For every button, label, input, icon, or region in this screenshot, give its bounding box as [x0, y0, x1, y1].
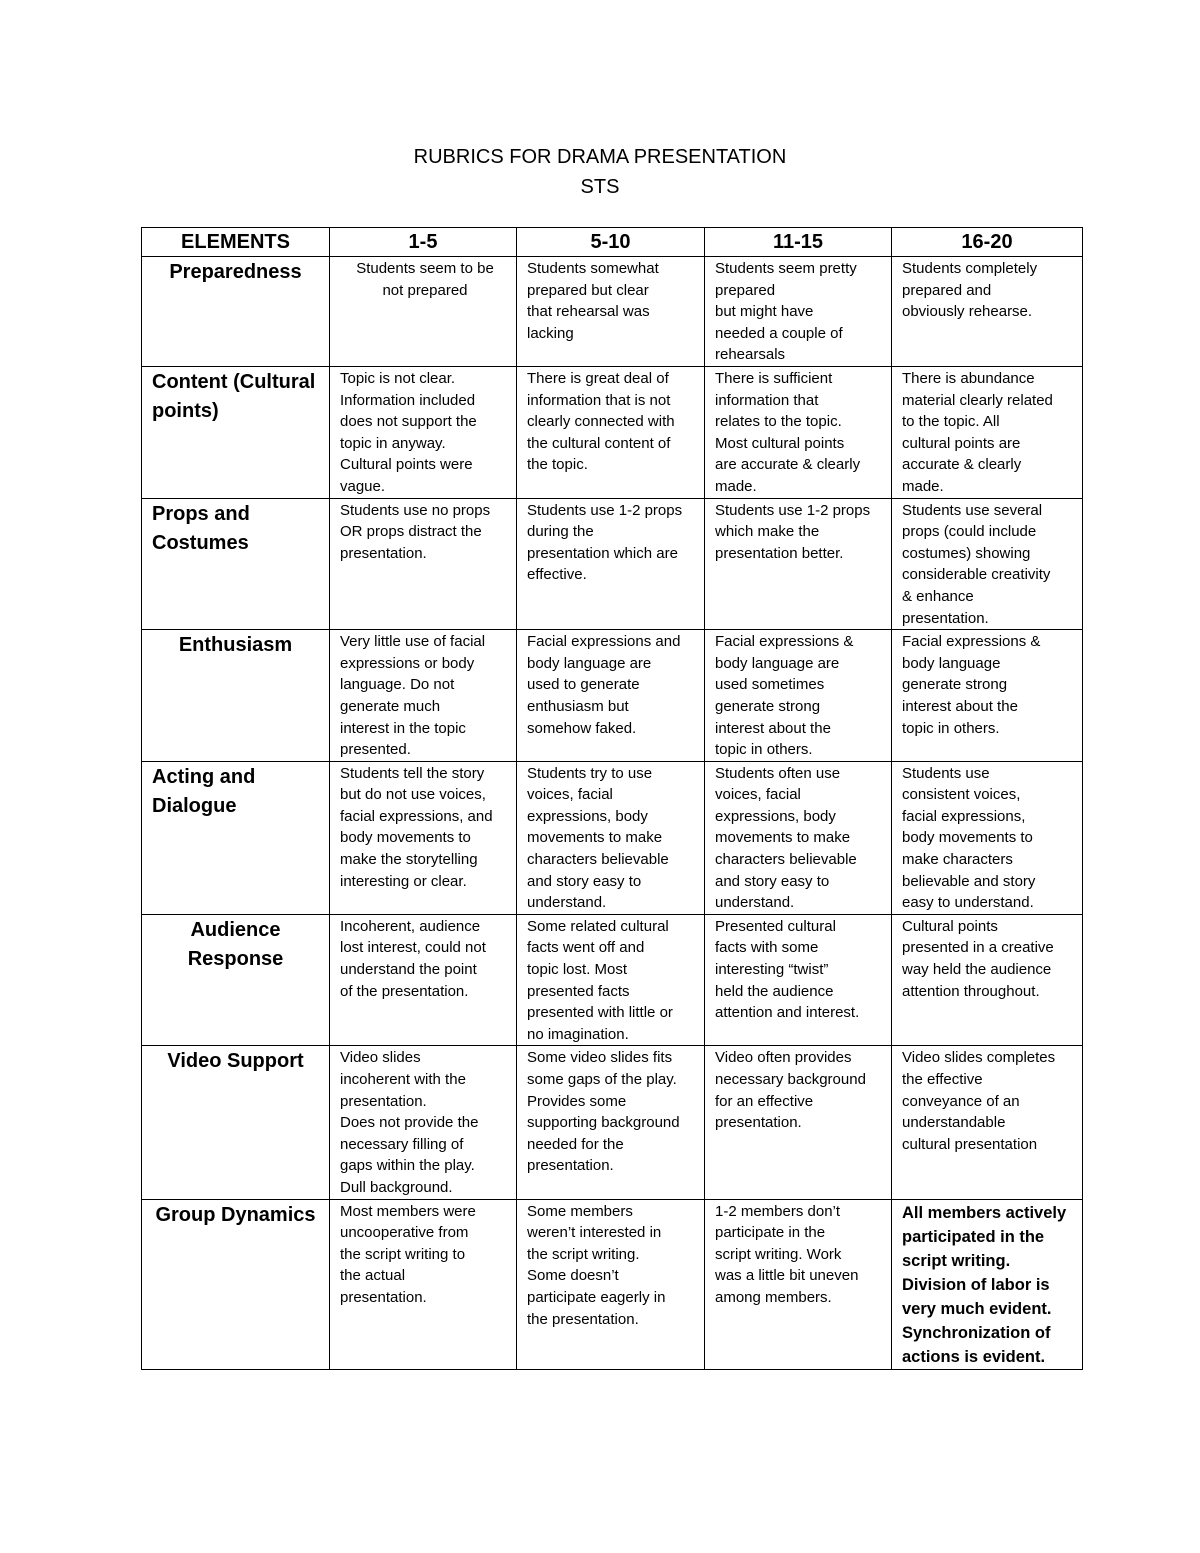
text-line: held the audience	[715, 982, 834, 1000]
text-line: voices, facial	[715, 786, 801, 804]
text-line: presentation better.	[715, 544, 844, 562]
text-line: presentation.	[527, 1157, 614, 1175]
criterion-cell	[892, 914, 1083, 1046]
text-line: material clearly related	[902, 391, 1053, 409]
text-line: facial expressions, and	[340, 807, 493, 825]
text-line: but do not use voices,	[340, 786, 486, 804]
text-line: OR props distract the	[340, 523, 482, 541]
text-line: lost interest, could not	[340, 939, 486, 957]
text-line: There is sufficient	[715, 370, 833, 387]
criterion-cell	[892, 1199, 1083, 1369]
text-line: not prepared	[382, 281, 468, 299]
text-line: Facial expressions &	[715, 633, 854, 651]
text-line: Students use	[902, 764, 990, 782]
text-line: very much evident.	[902, 1299, 1052, 1318]
document-subtitle: STS	[580, 176, 620, 198]
text-line: which make the	[715, 523, 820, 541]
text-line: was a little bit uneven	[715, 1267, 859, 1285]
text-line: interesting or clear.	[340, 872, 467, 890]
rubric-row-content	[142, 367, 1083, 499]
criterion-cell	[705, 1199, 892, 1369]
header-score-16-20: 16-20	[892, 228, 1083, 257]
text-line: topic in others.	[902, 719, 1000, 737]
text-line: expressions or body	[340, 654, 475, 672]
text-line: body language are	[715, 654, 840, 672]
text-line: made.	[715, 477, 757, 495]
criterion-cell	[517, 1046, 705, 1199]
criterion-cell	[517, 367, 705, 499]
element-name	[142, 761, 330, 914]
text-line: Most members were	[340, 1202, 476, 1220]
text-line: Very little use of facial	[340, 633, 486, 651]
text-line: Students use 1-2 props	[527, 501, 683, 519]
text-line: presentation.	[715, 1114, 802, 1132]
element-line: Acting and	[152, 765, 256, 788]
text-line: some gaps of the play.	[527, 1071, 677, 1088]
text-line: presentation.	[340, 1092, 427, 1110]
text-line: There is abundance	[902, 370, 1035, 387]
text-line: uncooperative from	[340, 1224, 469, 1242]
text-line: for an effective	[715, 1092, 814, 1110]
element-line: Content (Cultural	[152, 371, 316, 393]
text-line: and story easy to	[527, 872, 642, 890]
element-line: Group Dynamics	[155, 1203, 316, 1226]
text-line: Students use no props	[340, 501, 491, 519]
text-line: body language are	[527, 654, 652, 672]
text-line: facts went off and	[527, 939, 645, 957]
element-name	[142, 257, 330, 367]
element-line: points)	[152, 400, 219, 422]
text-line: no imagination.	[527, 1025, 629, 1043]
text-line: movements to make	[715, 829, 851, 847]
text-line: the script writing.	[527, 1245, 640, 1263]
text-line: Students try to use	[527, 764, 653, 782]
rubric-row-preparedness	[142, 257, 1083, 367]
text-line: prepared	[715, 281, 776, 299]
text-line: presentation.	[902, 609, 989, 627]
text-line: necessary filling of	[340, 1135, 464, 1153]
text-line: interest in the topic	[340, 719, 466, 737]
header-score-1-5: 1-5	[330, 228, 517, 257]
header-score-11-15: 11-15	[705, 228, 892, 257]
text-line: Video slides completes	[902, 1049, 1056, 1067]
criterion-cell	[892, 1046, 1083, 1199]
text-line: Students often use	[715, 764, 841, 782]
text-line: Video often provides	[715, 1049, 852, 1067]
text-line: interest about the	[902, 697, 1018, 715]
text-line: but might have	[715, 303, 814, 321]
text-line: of the presentation.	[340, 982, 469, 1000]
rubric-row-acting-and-dialogue	[142, 761, 1083, 914]
text-line: the presentation.	[527, 1310, 639, 1328]
text-line: characters believable	[715, 851, 857, 869]
text-line: generate strong	[715, 697, 821, 715]
criterion-cell	[330, 914, 517, 1046]
rubric-row-enthusiasm	[142, 630, 1083, 762]
text-line: make the storytelling	[340, 851, 478, 869]
text-line: Dull background.	[340, 1178, 453, 1196]
text-line: actions is evident.	[902, 1347, 1046, 1366]
text-line: presented with little or	[527, 1004, 673, 1022]
rubric-row-group-dynamics	[142, 1199, 1083, 1369]
text-line: costumes) showing	[902, 544, 1031, 562]
document-title: RUBRICS FOR DRAMA PRESENTATION	[413, 146, 787, 168]
element-name	[142, 498, 330, 630]
element-line: Dialogue	[152, 794, 237, 817]
text-line: Students use 1-2 props	[715, 501, 871, 519]
text-line: All members actively	[902, 1203, 1067, 1222]
criterion-cell	[705, 257, 892, 367]
text-line: script writing. Work	[715, 1245, 842, 1263]
text-line: characters believable	[527, 851, 669, 869]
text-line: & enhance	[902, 587, 974, 605]
element-line: Response	[187, 947, 284, 970]
text-line: Cultural points were	[340, 456, 473, 474]
text-line: used sometimes	[715, 676, 825, 694]
text-line: 1-2 members don’t	[715, 1202, 841, 1220]
criterion-cell	[517, 914, 705, 1046]
text-line: relates to the topic.	[715, 413, 842, 431]
text-line: among members.	[715, 1288, 832, 1306]
text-line: prepared and	[902, 281, 992, 299]
text-line: topic in anyway.	[340, 434, 446, 452]
element-line: Audience	[190, 918, 281, 941]
text-line: participate in the	[715, 1224, 826, 1242]
text-line: believable and story	[902, 872, 1036, 890]
text-line: conveyance of an	[902, 1092, 1020, 1110]
text-line: Provides some	[527, 1092, 627, 1110]
text-line: Most cultural points	[715, 434, 845, 452]
criterion-cell	[517, 257, 705, 367]
document-header	[0, 142, 1200, 202]
criterion-cell	[705, 914, 892, 1046]
text-line: Students tell the story	[340, 764, 485, 782]
text-line: are accurate & clearly	[715, 456, 861, 474]
text-line: needed a couple of	[715, 324, 843, 342]
criterion-cell	[892, 761, 1083, 914]
element-line: Preparedness	[169, 261, 302, 283]
text-line: facial expressions,	[902, 807, 1026, 825]
text-line: presented facts	[527, 982, 630, 1000]
criterion-cell	[705, 498, 892, 630]
text-line: Facial expressions and	[527, 633, 681, 651]
text-line: attention and interest.	[715, 1004, 860, 1022]
text-line: expressions, body	[715, 807, 836, 825]
criterion-cell	[330, 257, 517, 367]
text-line: lacking	[527, 324, 574, 342]
text-line: effective.	[527, 566, 587, 584]
text-line: language. Do not	[340, 676, 455, 694]
criterion-cell	[705, 630, 892, 762]
header-score-5-10: 5-10	[517, 228, 705, 257]
element-line: Video Support	[167, 1050, 304, 1073]
text-line: prepared but clear	[527, 281, 649, 299]
text-line: used to generate	[527, 676, 640, 694]
text-line: Cultural points	[902, 917, 998, 935]
text-line: that rehearsal was	[527, 303, 650, 321]
element-line: Costumes	[152, 531, 249, 554]
criterion-cell	[330, 498, 517, 630]
text-line: enthusiasm but	[527, 697, 629, 715]
criterion-cell	[705, 367, 892, 499]
text-line: movements to make	[527, 829, 663, 847]
element-name	[142, 630, 330, 762]
text-line: during the	[527, 523, 594, 541]
text-line: vague.	[340, 477, 386, 495]
rubric-row-props-and-costumes	[142, 498, 1083, 630]
text-line: Students use several	[902, 501, 1043, 519]
text-line: weren’t interested in	[527, 1224, 662, 1242]
header-elements: ELEMENTS	[142, 228, 330, 257]
text-line: information that is not	[527, 391, 671, 409]
rubric-table	[141, 227, 1083, 1370]
text-line: Incoherent, audience	[340, 917, 481, 935]
text-line: way held the audience	[902, 961, 1052, 979]
text-line: supporting background	[527, 1114, 680, 1132]
text-line: to the topic. All	[902, 413, 1000, 431]
text-line: body language	[902, 654, 1001, 672]
text-line: presented in a creative	[902, 939, 1054, 957]
text-line: Information included	[340, 391, 476, 409]
criterion-cell	[892, 498, 1083, 630]
text-line: interest about the	[715, 719, 831, 737]
text-line: Topic is not clear.	[340, 370, 456, 387]
criterion-cell	[517, 498, 705, 630]
element-line: Enthusiasm	[178, 634, 293, 657]
element-name	[142, 1046, 330, 1199]
text-line: rehearsals	[715, 346, 786, 364]
criterion-cell	[330, 367, 517, 499]
text-line: the script writing to	[340, 1245, 466, 1263]
rubric-row-audience-response	[142, 914, 1083, 1046]
text-line: generate much	[340, 697, 441, 715]
text-line: There is great deal of	[527, 370, 669, 387]
text-line: body movements to	[340, 829, 471, 847]
text-line: understand.	[715, 894, 795, 912]
text-line: incoherent with the	[340, 1071, 466, 1088]
criterion-cell	[705, 1046, 892, 1199]
text-line: attention throughout.	[902, 982, 1040, 1000]
text-line: the cultural content of	[527, 434, 671, 452]
text-line: gaps within the play.	[340, 1157, 475, 1175]
criterion-cell	[517, 761, 705, 914]
text-line: presentation.	[340, 1288, 427, 1306]
text-line: participate eagerly in	[527, 1288, 666, 1306]
text-line: consistent voices,	[902, 786, 1021, 804]
text-line: make characters	[902, 851, 1013, 869]
element-name	[142, 1199, 330, 1369]
text-line: facts with some	[715, 939, 819, 957]
text-line: made.	[902, 477, 944, 495]
text-line: script writing.	[902, 1251, 1011, 1270]
text-line: voices, facial	[527, 786, 613, 804]
criterion-cell	[892, 367, 1083, 499]
text-line: Some members	[527, 1202, 633, 1220]
criterion-cell	[330, 761, 517, 914]
text-line: generate strong	[902, 676, 1008, 694]
text-line: Does not provide the	[340, 1114, 479, 1132]
element-name	[142, 914, 330, 1046]
text-line: obviously rehearse.	[902, 303, 1033, 321]
text-line: accurate & clearly	[902, 456, 1022, 474]
text-line: cultural points are	[902, 434, 1021, 452]
text-line: Students somewhat	[527, 260, 659, 277]
text-line: needed for the	[527, 1135, 624, 1153]
text-line: and story easy to	[715, 872, 830, 890]
text-line: Video slides	[340, 1049, 421, 1067]
text-line: somehow faked.	[527, 719, 637, 737]
criterion-cell	[330, 630, 517, 762]
text-line: topic in others.	[715, 741, 813, 759]
text-line: participated in the	[902, 1227, 1045, 1246]
text-line: does not support the	[340, 413, 477, 431]
element-name	[142, 367, 330, 499]
text-line: topic lost. Most	[527, 961, 628, 979]
text-line: expressions, body	[527, 807, 648, 825]
text-line: Facial expressions &	[902, 633, 1041, 651]
rubric-row-video-support	[142, 1046, 1083, 1199]
element-line: Props and	[152, 502, 250, 525]
criterion-cell	[892, 257, 1083, 367]
text-line: presentation which are	[527, 544, 678, 562]
text-line: props (could include	[902, 523, 1037, 541]
text-line: understand.	[527, 894, 607, 912]
text-line: understandable	[902, 1114, 1006, 1132]
text-line: cultural presentation	[902, 1135, 1038, 1153]
text-line: Students seem to be	[356, 260, 494, 277]
text-line: the topic.	[527, 456, 588, 474]
text-line: interesting “twist”	[715, 961, 829, 979]
text-line: Division of labor is	[902, 1275, 1050, 1294]
text-line: understand the point	[340, 961, 477, 979]
text-line: presentation.	[340, 544, 427, 562]
text-line: presented.	[340, 741, 411, 759]
text-line: information that	[715, 391, 819, 409]
criterion-cell	[330, 1199, 517, 1369]
criterion-cell	[517, 630, 705, 762]
text-line: Some video slides fits	[527, 1049, 673, 1067]
criterion-cell	[330, 1046, 517, 1199]
text-line: Some doesn’t	[527, 1267, 619, 1285]
text-line: Synchronization of	[902, 1323, 1051, 1342]
text-line: Students seem pretty	[715, 260, 857, 277]
text-line: the actual	[340, 1267, 406, 1285]
text-line: Students completely	[902, 260, 1038, 277]
criterion-cell	[705, 761, 892, 914]
text-line: easy to understand.	[902, 894, 1034, 912]
text-line: considerable creativity	[902, 566, 1051, 584]
text-line: necessary background	[715, 1071, 866, 1088]
header-row	[142, 228, 1083, 257]
text-line: body movements to	[902, 829, 1033, 847]
text-line: Presented cultural	[715, 917, 836, 935]
criterion-cell	[517, 1199, 705, 1369]
text-line: clearly connected with	[527, 413, 675, 431]
text-line: the effective	[902, 1071, 983, 1088]
criterion-cell	[892, 630, 1083, 762]
text-line: Some related cultural	[527, 917, 669, 935]
